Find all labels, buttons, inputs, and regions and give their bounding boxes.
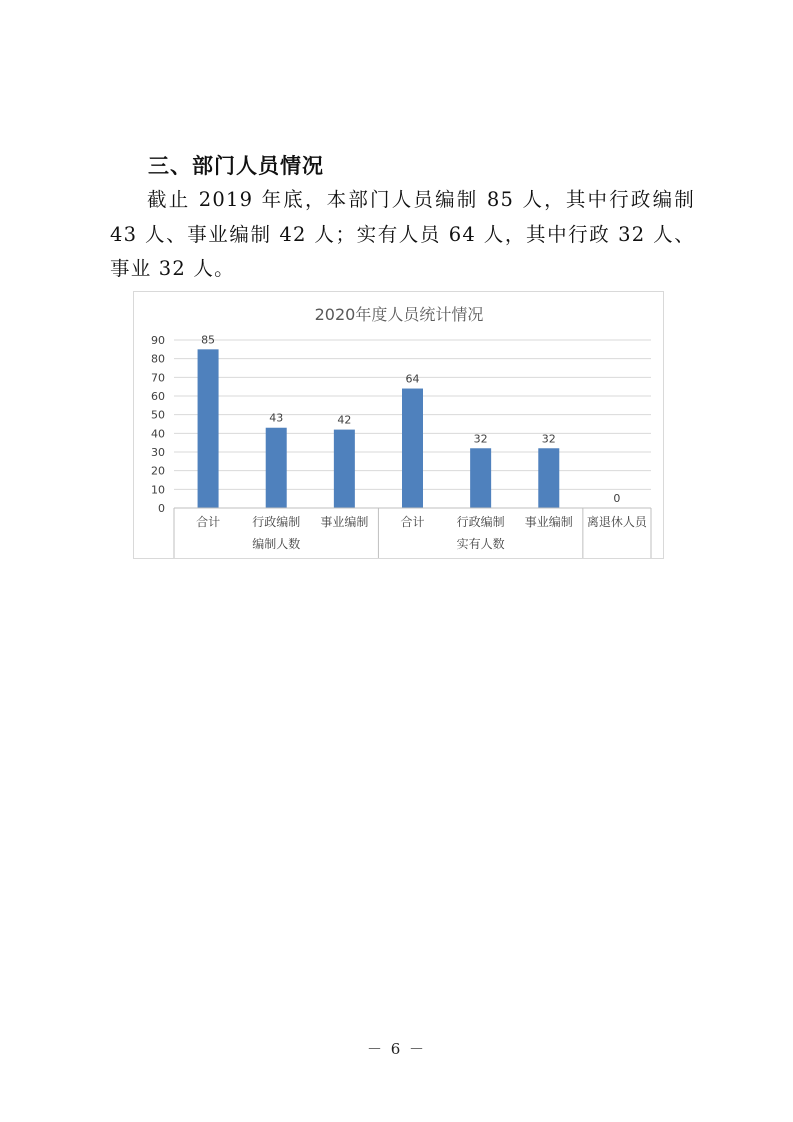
section-heading: 三、部门人员情况 (148, 154, 324, 178)
chart-title: 2020年度人员统计情况 (314, 305, 484, 324)
y-tick-label: 40 (151, 427, 165, 441)
section-paragraph: 截止 2019 年底，本部门人员编制 85 人，其中行政编制 43 人、事业编制 42 人；实有人员 64 人，其中行政 32 人、事业 32 人。 (110, 188, 695, 280)
y-tick-label: 50 (151, 408, 165, 422)
data-label: 42 (337, 413, 352, 427)
data-label: 0 (613, 492, 621, 505)
chart-canvas (134, 292, 665, 560)
x-category-label: 事业编制 (320, 515, 369, 529)
bar (402, 389, 423, 508)
data-label: 32 (473, 432, 488, 446)
x-category-label: 离退休人员 (586, 515, 647, 529)
data-label: 32 (541, 432, 556, 446)
y-axis-ticks (151, 334, 165, 515)
data-label: 64 (405, 372, 420, 386)
group-label: 编制人数 (252, 537, 301, 551)
bar (266, 428, 287, 508)
y-tick-label: 20 (151, 464, 165, 478)
x-category-label: 行政编制 (456, 515, 505, 529)
data-label: 43 (269, 411, 284, 425)
y-tick-label: 80 (151, 352, 165, 366)
y-tick-label: 70 (151, 371, 165, 385)
group-label: 实有人数 (456, 537, 505, 551)
bar (538, 448, 559, 508)
y-tick-label: 0 (158, 502, 165, 515)
bar (470, 448, 491, 508)
y-tick-label: 60 (151, 390, 165, 403)
bars (198, 349, 560, 508)
y-tick-label: 10 (151, 483, 165, 497)
y-tick-label: 30 (151, 446, 165, 459)
bar (334, 430, 355, 508)
x-category-label: 行政编制 (252, 515, 301, 529)
x-category-label: 合计 (400, 515, 425, 529)
data-label: 85 (201, 333, 216, 347)
staff-statistics-chart (133, 291, 664, 559)
x-category-label: 合计 (196, 515, 221, 529)
bar (198, 349, 219, 508)
x-category-label: 事业编制 (524, 515, 573, 529)
page-number: － 6 － (366, 1040, 427, 1058)
y-tick-label: 90 (151, 334, 165, 347)
x-axis (174, 508, 651, 558)
